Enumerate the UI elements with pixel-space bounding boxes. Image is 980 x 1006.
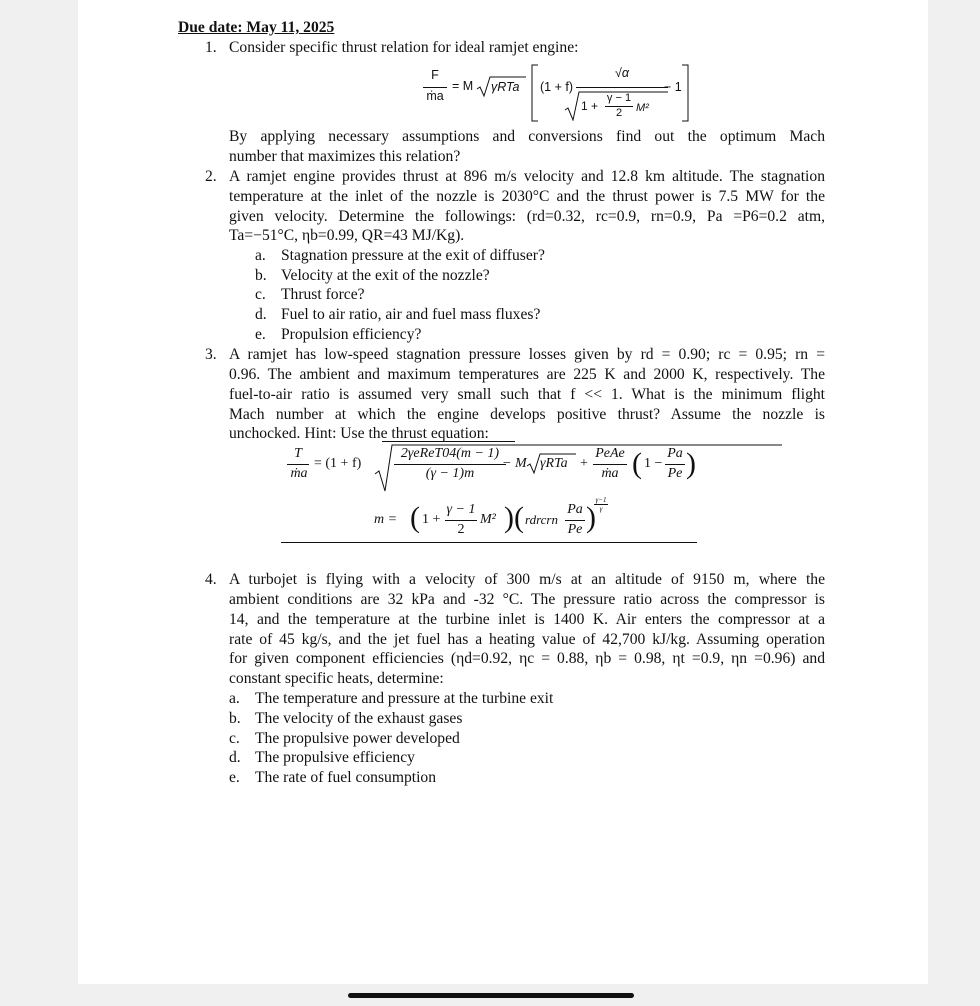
q1-frac-num: √α [615,66,629,80]
due-date-heading: Due date: May 11, 2025 [178,19,335,36]
q1-minus-one: − 1 [664,80,682,94]
q3-left-paren: ( [632,447,642,480]
q1-lhs-bar [423,87,447,88]
q1-paragraph-line2: number that maximizes this relation? [229,148,461,165]
q3-ratio-den: Pe [667,466,683,481]
q4-item: The temperature and pressure at the turbine exit [255,690,554,707]
q3-eq2-p-bar [565,520,585,521]
q2-item-label: e. [255,326,266,343]
q2-item: Velocity at the exit of the nozzle? [281,267,490,284]
q3-t-bar [287,464,309,465]
q3-m-eq: m = [374,512,398,527]
q1-lhs-num: F [431,68,439,82]
q3-rad-num: 2γeReT04(m − 1) [400,446,500,461]
q3-line: Mach number at which the engine develops positive thrust? Assume the nozzle is [229,406,825,423]
q2-item-label: b. [255,267,267,284]
q3-rad-bar [394,464,506,465]
q1-paragraph-line1: By applying necessary assumptions and conversions find out the optimum Mach [229,128,825,145]
q3-number: 3. [205,346,217,363]
q2-item-label: a. [255,247,266,264]
q4-item: The rate of fuel consumption [255,769,437,786]
q3-line: A ramjet has low-speed stagnation pressure losses given by rd = 0.90; rc = 0.95; rn = [229,346,825,363]
q3-eq2-lparen2: ( [514,501,524,534]
home-indicator-bar[interactable] [348,993,634,998]
q1-den-frac-num: γ − 1 [606,92,632,104]
q1-den-one: 1 + [581,99,599,113]
q2-item-label: d. [255,306,267,323]
q3-t-den: ṁa [290,466,308,481]
q2-item-label: c. [255,286,266,303]
q3-pa-den: ṁa [601,466,619,481]
q3-m-equation [370,496,610,544]
q4-line: 14, and the temperature at the turbine inlet is 1400 K. Air enters the compressor at a [229,611,825,628]
q1-number: 1. [205,39,217,56]
q4-line: ambient conditions are 32 kPa and -32 °C. The pressure ratio across the compressor is [229,591,825,608]
q3-ratio-bar [665,464,685,465]
q3-divider-rule [281,542,697,543]
q1-den-m: M² [636,102,649,114]
q3-one-plus: 1 + [422,512,441,527]
q1-equation [410,62,690,128]
q3-line: unchocked. Hint: Use the thrust equation: [229,425,489,442]
q3-rad-den: (γ − 1)m [425,466,475,481]
q3-ratio-num: Pa [667,446,683,461]
q3-eq2-rparen2: ) [586,501,596,534]
q3-right-paren: ) [686,447,696,480]
q2-item: Thrust force? [281,286,365,303]
q4-line: for given component efficiencies (ηd=0.92, ηc = 0.88, ηb = 0.98, ηt =0.9, ηn =0.96) and [229,650,825,667]
q4-number: 4. [205,571,217,588]
q3-eq2-frac-den: 2 [457,522,465,537]
q3-eq2-frac-bar [445,520,477,521]
q3-one-plus-f: = (1 + f) [314,456,362,471]
q1-lhs-den: ṁa [426,89,444,103]
q3-eq2-m2: M² [480,512,496,527]
q3-line: fuel-to-air ratio is assumed very small such that f << 1. What is the minimum flight [229,386,825,403]
q4-line: A turbojet is flying with a velocity of 300 m/s at an altitude of 9150 m, where the [229,571,825,588]
q4-line: constant specific heats, determine: [229,670,444,687]
q4-item: The velocity of the exhaust gases [255,710,463,727]
q1-prompt: Consider specific thrust relation for ideal ramjet engine: [229,39,579,56]
q3-eq2-rparen1: ) [504,501,514,534]
q3-pa-num: PeAe [595,446,625,461]
q2-item: Stagnation pressure at the exit of diffuser? [281,247,545,264]
q3-plus: + [580,456,588,471]
q3-eq2-frac-num: γ − 1 [446,502,476,517]
q2-line: A ramjet engine provides thrust at 896 m/s velocity and 12.8 km altitude. The stagnation [229,168,825,185]
q2-line: Ta=−51°C, ηb=0.99, QR=43 MJ/Kg). [229,227,465,244]
q2-line: given velocity. Determine the followings: (rd=0.32, rc=0.9, rn=0.9, Pa =P6=0.2 atm, [229,208,825,225]
q2-number: 2. [205,168,217,185]
q1-den-frac-den: 2 [615,107,623,119]
q3-eq2-p-den: Pe [567,522,583,537]
q3-root-term: γRTa [540,456,568,471]
q2-item: Fuel to air ratio, air and fuel mass fluxes? [281,306,541,323]
q1-root-term: γRTa [491,80,520,94]
q3-eq2-lparen1: ( [410,501,420,534]
q3-eq2-exp-num: γ−1 [595,496,607,504]
q2-item: Propulsion efficiency? [281,326,422,343]
q1-eq-sign: = M [452,79,474,93]
q1-right-bracket [681,64,689,122]
q3-t-num: T [294,446,302,461]
q3-eq2-exp-den: γ [599,505,603,513]
q4-item: The propulsive efficiency [255,749,415,766]
q4-item: The propulsive power developed [255,730,460,747]
q3-pa-bar [593,464,627,465]
q1-one-plus-f: (1 + f) [540,80,573,94]
q3-eq2-p-num: Pa [567,502,583,517]
q4-line: rate of 45 kg/s, and the jet fuel has a heating value of 42,700 kJ/kg. Assuming operation [229,631,825,648]
q3-line: 0.96. The ambient and maximum temperatures are 225 K and 2000 K, respectively. The [229,366,825,383]
q3-thrust-equation [280,442,700,498]
q4-item-label: e. [229,769,240,786]
q4-item-label: b. [229,710,241,727]
q4-item-label: d. [229,749,241,766]
q3-one-minus: 1 − [644,456,663,471]
q2-line: temperature at the inlet of the nozzle is 2030°C and the thrust power is 7.5 MW for the [229,188,825,205]
q4-item-label: a. [229,690,240,707]
q3-r-terms: rdrcrn [525,512,558,527]
q4-item-label: c. [229,730,240,747]
q1-frac-bar [576,87,668,88]
q3-minus-m: − M [502,456,527,471]
q1-left-bracket [531,64,539,122]
